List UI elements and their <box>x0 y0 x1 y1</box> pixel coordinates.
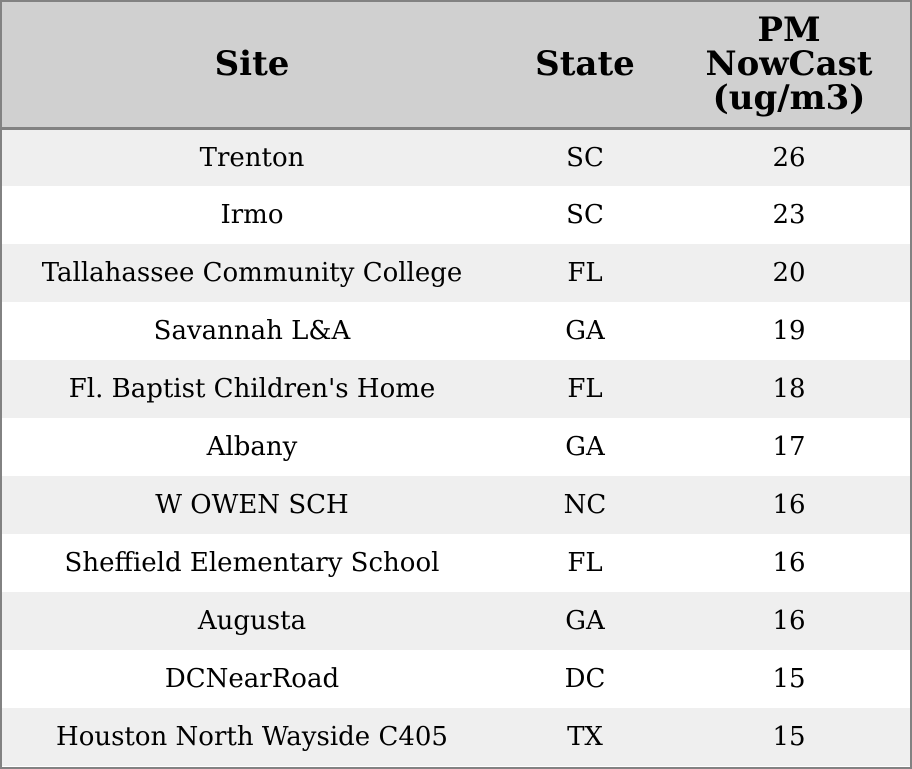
table-row <box>2 128 910 186</box>
table-body <box>2 128 910 766</box>
table-row <box>2 592 910 650</box>
header-pm-nowcast <box>668 2 910 128</box>
pm-nowcast-table <box>2 2 910 766</box>
header-pm-line-2: NowCast <box>705 44 873 85</box>
table-row <box>2 302 910 360</box>
table-row <box>2 708 910 766</box>
cell-pm-nowcast: 15 <box>772 664 806 694</box>
table-row <box>2 360 910 418</box>
cell-state: NC <box>563 490 607 520</box>
table-row <box>2 476 910 534</box>
cell-state: FL <box>567 374 603 404</box>
cell-pm-nowcast: 16 <box>772 606 806 636</box>
cell-pm-nowcast: 16 <box>772 548 806 578</box>
cell-pm-nowcast: 26 <box>772 142 806 173</box>
table-row <box>2 244 910 302</box>
cell-state: FL <box>567 548 603 578</box>
cell-site: W OWEN SCH <box>155 490 349 520</box>
cell-state: TX <box>567 722 603 752</box>
cell-site: Tallahassee Community College <box>41 258 463 288</box>
table-row <box>2 534 910 592</box>
cell-site: DCNearRoad <box>164 664 340 694</box>
header-row <box>2 2 910 128</box>
cell-pm-nowcast: 16 <box>772 490 806 520</box>
header-site: Site <box>2 2 502 128</box>
header-pm-line-3: (ug/m3) <box>712 78 866 119</box>
table-header <box>2 2 910 128</box>
cell-pm-nowcast: 19 <box>772 316 806 346</box>
cell-pm-nowcast: 23 <box>772 200 806 230</box>
cell-site: Fl. Baptist Children's Home <box>68 374 436 404</box>
cell-site: Irmo <box>220 200 284 230</box>
cell-state: GA <box>565 606 605 636</box>
cell-pm-nowcast: 17 <box>772 432 806 462</box>
cell-site: Houston North Wayside C405 <box>56 722 448 752</box>
cell-state: GA <box>565 432 605 462</box>
cell-state: DC <box>564 664 606 694</box>
table-row <box>2 650 910 708</box>
cell-state: FL <box>567 258 603 288</box>
header-state: State <box>502 2 668 128</box>
table-row <box>2 186 910 244</box>
cell-site: Trenton <box>199 142 305 173</box>
cell-state: GA <box>565 316 605 346</box>
cell-site: Savannah L&A <box>153 316 351 346</box>
cell-pm-nowcast: 18 <box>772 374 806 404</box>
cell-site: Augusta <box>197 606 307 636</box>
cell-pm-nowcast: 15 <box>772 722 806 752</box>
cell-pm-nowcast: 20 <box>772 258 806 288</box>
cell-state: SC <box>566 142 604 173</box>
cell-site: Sheffield Elementary School <box>64 548 440 578</box>
cell-site: Albany <box>206 432 298 462</box>
cell-state: SC <box>566 200 604 230</box>
header-pm-line-1: PM <box>757 10 821 51</box>
table-row <box>2 418 910 476</box>
